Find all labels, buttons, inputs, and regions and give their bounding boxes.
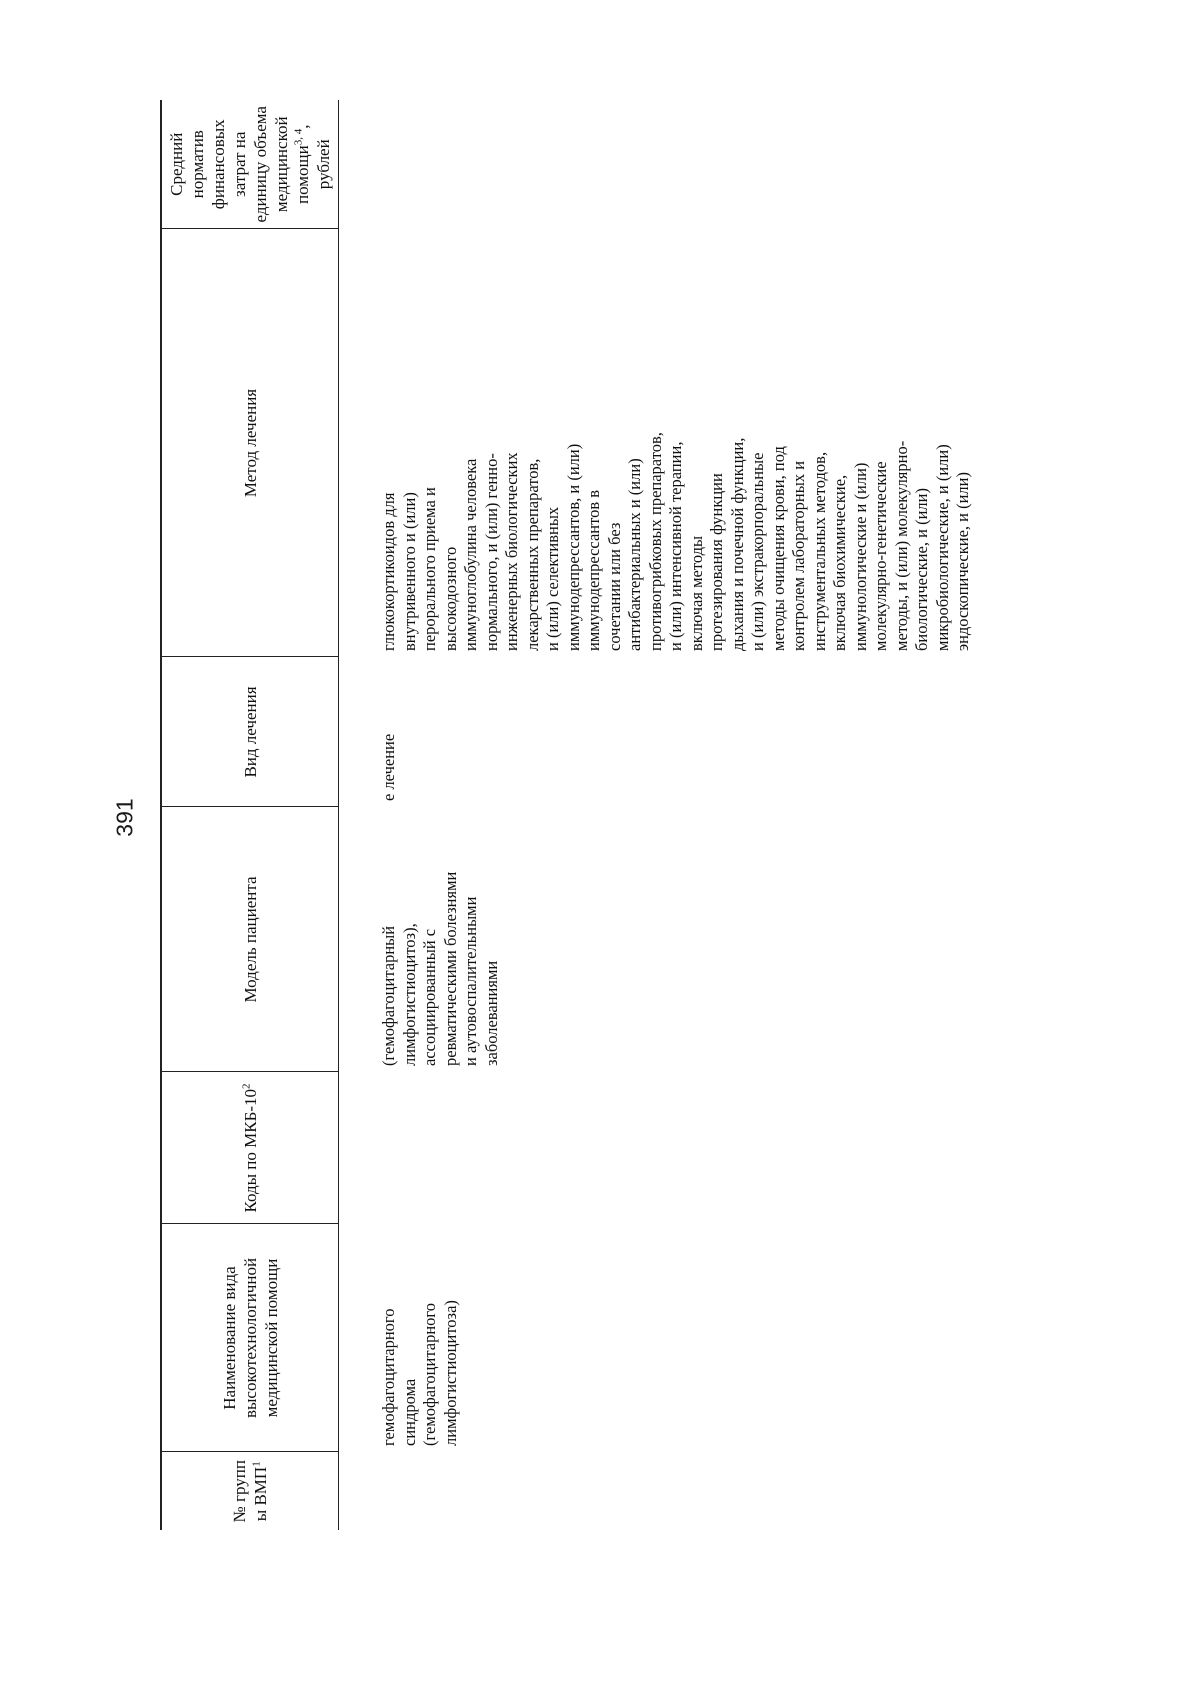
cell-line: антибактериальных и (или) [625, 458, 644, 651]
cell-method [339, 229, 974, 657]
cell-line: (гемофагоцитарного [420, 1302, 439, 1446]
header-method: Метод лечения [161, 229, 339, 657]
cell-line: и аутовоспалительными [461, 896, 480, 1066]
cell-group-no [339, 1452, 974, 1530]
cell-line: молекулярно-генетические [871, 461, 890, 651]
cell-line: лекарственных препаратов, [522, 458, 542, 651]
cell-line: дыхания и почечной функции, [727, 437, 747, 651]
cell-line: иммунодепрессантов, и (или) [563, 443, 583, 651]
cell-line: методы, и (или) молекулярно- [891, 440, 911, 651]
cell-line: методы очищения крови, под [768, 446, 788, 651]
header-codes: Коды по МКБ-$10^2$ [161, 1072, 339, 1224]
header-cost: Средний норматив финансовых затрат на единицу объема медицинской помощи$^{3, 4}$, рублей [161, 100, 339, 229]
cell-line: протезирования функции [707, 473, 726, 651]
cell-model [339, 807, 974, 1072]
cell-line: лимфогистиоцитоза) [440, 1300, 460, 1446]
cell-line: и (или) экстракорпоральные [748, 452, 767, 651]
cell-codes [339, 1072, 974, 1224]
cell-line: перорального приема и [420, 487, 439, 651]
cell-line: контролем лабораторных и [789, 460, 808, 651]
cell-name [339, 1224, 974, 1452]
cell-line: (гемофагоцитарный [379, 925, 398, 1066]
cell-line: гемофагоцитарного [379, 1308, 398, 1446]
cell-line: нормального, и (или) генно- [481, 453, 501, 651]
header-model: Модель пациента [161, 807, 339, 1072]
cell-line: сочетании или без [604, 522, 624, 651]
cell-line: биологические, и (или) [912, 488, 931, 651]
header-name: Наименование вида высокотехнологичной медицинской помощи [161, 1224, 339, 1452]
header-group-no: № групп ы ВМП$^1$ [161, 1452, 339, 1530]
cell-line: и (или) интенсивной терапии, [666, 441, 685, 651]
cell-line: внутривенного и (или) [399, 492, 419, 651]
cell-line: эндоскопические, и (или) [953, 472, 972, 651]
cell-line: заболеваниями [481, 960, 501, 1066]
cell-line: е лечение [379, 733, 398, 801]
table-header-row [161, 100, 339, 1530]
cell-line: и (или) селективных [543, 506, 562, 651]
cell-line: инструментальных методов, [809, 451, 829, 651]
cell-line: включая биохимические, [830, 474, 849, 651]
page-number: 391 [111, 798, 138, 837]
cell-line: иммунологические и (или) [850, 462, 870, 651]
rotated-table-sheet [160, 100, 970, 1530]
table-row [339, 100, 974, 1530]
vmp-table [160, 100, 974, 1530]
cell-type [339, 657, 974, 807]
cell-line: лимфогистиоцитоз), [399, 923, 419, 1066]
cell-line: иммунодепрессантов в [584, 489, 603, 651]
cell-line: высокодозного [440, 546, 460, 651]
header-type: Вид лечения [161, 657, 339, 807]
cell-line: иммуноглобулина человека [461, 458, 480, 651]
cell-line: противогрибковых препаратов, [645, 432, 665, 651]
cell-line: ревматическими болезнями [440, 871, 460, 1066]
cell-line: включая методы [686, 535, 706, 651]
cell-line: микробиологические, и (или) [932, 444, 952, 651]
cell-line: ассоциированный с [420, 928, 439, 1066]
cell-cost [339, 100, 974, 229]
cell-line: глюкокортикоидов для [379, 492, 398, 651]
cell-line: инженерных биологических [502, 452, 521, 651]
cell-line: синдрома [399, 1378, 419, 1446]
